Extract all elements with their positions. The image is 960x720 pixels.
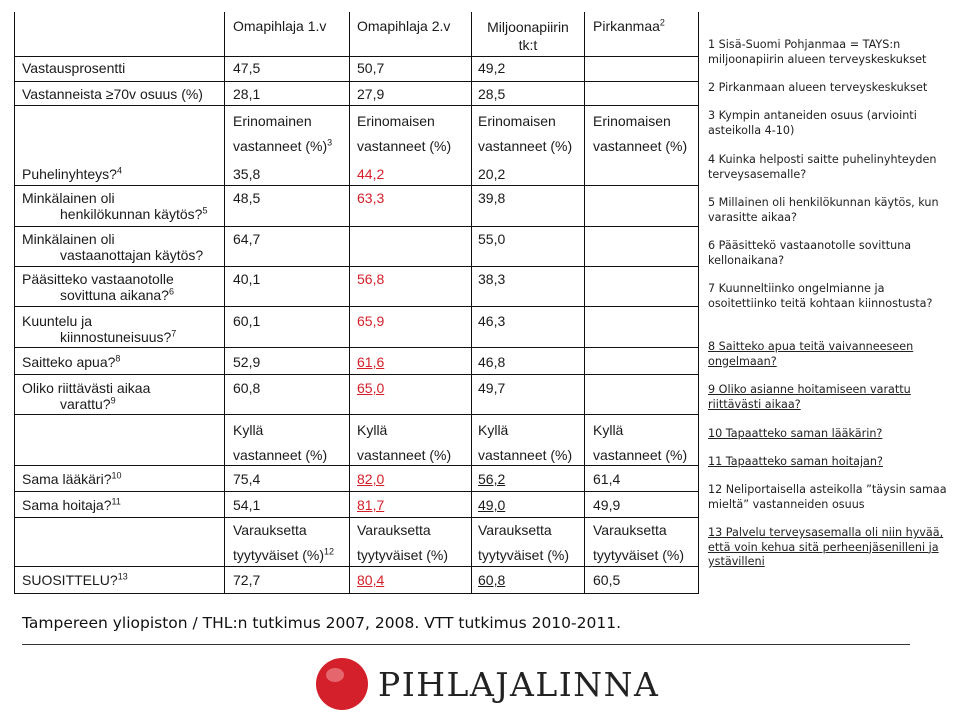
- question-label: [22, 497, 121, 513]
- table-rule: [14, 185, 699, 186]
- column-subheader: [357, 447, 451, 463]
- footer-divider: [22, 644, 910, 645]
- column-header-omapihlaja-2: Omapihlaja 2.v: [357, 18, 451, 34]
- footnote-ref: 10: [111, 470, 122, 481]
- column-subheader: Varauksetta: [478, 522, 552, 538]
- footnote-item: 5 Millainen oli henkilökunnan käytös, kun varasitte aikaa?: [708, 196, 939, 224]
- question-label: [22, 471, 122, 487]
- pihlajalinna-wordmark: PIHLAJALINNA: [378, 665, 660, 704]
- column-header-miljoonapiiri-text: Miljoonapiirin tk:t: [487, 19, 569, 53]
- question-label-text: Sama lääkäri?: [22, 471, 112, 487]
- column-subheader: [233, 138, 332, 154]
- table-col-divider-4: [584, 12, 585, 594]
- row-label: Vastausprosentti: [22, 60, 126, 76]
- column-subheader: Kyllä: [478, 422, 509, 438]
- table-col-divider-3: [471, 12, 472, 594]
- table-cell: 49,2: [478, 60, 506, 76]
- table-cell: 60,5: [593, 572, 621, 588]
- table-cell: 47,5: [233, 60, 261, 76]
- footnote-ref: 12: [324, 546, 335, 557]
- table-rule: [14, 226, 699, 227]
- footnote-item: 11 Tapaatteko saman hoitajan?: [708, 455, 883, 468]
- column-subheader-text: tyytyväiset (%): [233, 547, 325, 563]
- question-label-text: Minkälainen oli: [22, 190, 115, 206]
- table-cell: 40,1: [233, 271, 261, 287]
- column-subheader: Kyllä: [593, 422, 624, 438]
- column-header-pirkanmaa: [593, 18, 665, 34]
- row-label: Vastanneista ≥70v osuus (%): [22, 86, 203, 102]
- footnote-item: 10 Tapaatteko saman lääkärin?: [708, 427, 883, 440]
- table-cell: 49,7: [478, 380, 506, 396]
- footnote-item: 1 Sisä-Suomi Pohjanmaa = TAYS:n miljoonapiirin alueen terveyskeskukset: [708, 38, 927, 66]
- column-subheader: [357, 547, 448, 563]
- table-rule: [14, 374, 699, 375]
- column-subheader-text: vastanneet (%): [478, 138, 573, 154]
- table-cell: 54,1: [233, 497, 261, 513]
- table-cell: 35,8: [233, 166, 261, 182]
- table-cell: 38,3: [478, 271, 506, 287]
- footnote-ref: 4: [116, 165, 122, 176]
- table-cell: 44,2: [357, 166, 385, 182]
- pihlajalinna-emblem-icon: [312, 655, 372, 713]
- table-col-divider-2: [349, 12, 350, 594]
- question-label-text: Oliko riittävästi aikaa: [22, 380, 151, 396]
- question-label-text: Pääsitteko vastaanotolle: [22, 271, 174, 287]
- table-border-bottom: [14, 593, 699, 594]
- column-subheader: [478, 447, 572, 463]
- table-cell: 60,8: [478, 572, 506, 588]
- column-subheader: Erinomaisen: [593, 113, 671, 129]
- question-label-text: Puhelinyhteys?: [22, 166, 117, 182]
- table-border-right: [698, 12, 699, 594]
- table-cell: 80,4: [357, 572, 385, 588]
- table-cell: 61,6: [357, 354, 385, 370]
- table-cell: 60,1: [233, 313, 261, 329]
- table-cell: 48,5: [233, 190, 261, 206]
- question-label-text: varattu?: [60, 396, 111, 412]
- question-label-text: Kuuntelu ja: [22, 313, 93, 329]
- question-label: [22, 166, 122, 182]
- question-label: [22, 380, 150, 412]
- footnote-item: 13 Palvelu terveysasemalla oli niin hyvää, että voin kehua sitä perheenjäsenilleni ja ystävilleni: [708, 526, 944, 568]
- question-label-text: henkilökunnan käytös?: [60, 206, 203, 222]
- column-header-pirkanmaa-text: Pirkanmaa: [593, 18, 660, 34]
- footnote-item: 2 Pirkanmaan alueen terveyskeskukset: [708, 81, 928, 94]
- table-cell: 81,7: [357, 497, 385, 513]
- table-cell: 49,0: [478, 497, 506, 513]
- column-subheader: [593, 547, 684, 563]
- table-border-left: [14, 12, 15, 594]
- column-subheader-text: vastanneet (%): [357, 138, 452, 154]
- source-note: Tampereen yliopiston / THL:n tutkimus 2007, 2008. VTT tutkimus 2010-2011.: [22, 614, 621, 632]
- footnote-ref: 3: [327, 137, 333, 148]
- table-col-divider-1: [224, 12, 225, 594]
- table-cell: 46,8: [478, 354, 506, 370]
- column-subheader-text: tyytyväiset (%): [357, 547, 449, 563]
- footnote-ref: 7: [171, 328, 177, 339]
- question-label-text: SUOSITTELU?: [22, 572, 118, 588]
- question-label: [22, 313, 176, 345]
- column-subheader-text: tyytyväiset (%): [478, 547, 570, 563]
- table-cell: 50,7: [357, 60, 385, 76]
- pihlajalinna-logo: [312, 655, 660, 713]
- column-subheader: Erinomaisen: [357, 113, 435, 129]
- table-cell: 52,9: [233, 354, 261, 370]
- table-cell: 65,0: [357, 380, 385, 396]
- table-cell: 20,2: [478, 166, 506, 182]
- footnote-item: 12 Neliportaisella asteikolla ”täysin samaa mieltä” vastanneiden osuus: [708, 483, 947, 511]
- question-label-text: Minkälainen oli: [22, 231, 115, 247]
- footnote-item: 8 Saitteko apua teitä vaivanneeseen ongelmaan?: [708, 340, 914, 368]
- table-rule: [14, 465, 699, 466]
- column-subheader-text: vastanneet (%): [357, 447, 452, 463]
- table-cell: 28,1: [233, 86, 261, 102]
- column-subheader-text: vastanneet (%): [593, 138, 688, 154]
- table-cell: 60,8: [233, 380, 261, 396]
- table-cell: 56,2: [478, 471, 506, 487]
- question-label-text: Sama hoitaja?: [22, 497, 112, 513]
- column-subheader: [593, 447, 687, 463]
- footnote-ref: 9: [110, 395, 116, 406]
- question-label: [22, 354, 120, 370]
- column-subheader-text: tyytyväiset (%): [593, 547, 685, 563]
- table-rule: [14, 56, 699, 57]
- table-cell: 49,9: [593, 497, 621, 513]
- question-label-text: kiinnostuneisuus?: [60, 329, 172, 345]
- question-label-text: Saitteko apua?: [22, 354, 116, 370]
- table-rule: [14, 414, 699, 415]
- table-rule: [14, 81, 699, 82]
- column-header-miljoonapiiri: [478, 18, 578, 54]
- table-rule: [14, 266, 699, 267]
- footnote-ref: 13: [117, 571, 128, 582]
- table-cell: 65,9: [357, 313, 385, 329]
- column-subheader: [357, 138, 451, 154]
- table-rule: [14, 517, 699, 518]
- column-subheader: Varauksetta: [593, 522, 667, 538]
- footnote-item: 6 Pääsittekö vastaanotolle sovittuna kellonaikana?: [708, 239, 912, 267]
- table-rule: [14, 491, 699, 492]
- column-subheader-text: vastanneet (%): [593, 447, 688, 463]
- column-subheader: [593, 138, 687, 154]
- column-subheader: Erinomaisen: [478, 113, 556, 129]
- footnote-ref: 6: [168, 286, 174, 297]
- column-subheader: Kyllä: [357, 422, 388, 438]
- column-subheader: [478, 547, 569, 563]
- column-subheader: Erinomainen: [233, 113, 312, 129]
- table-cell: 61,4: [593, 471, 621, 487]
- column-subheader: [233, 547, 334, 563]
- footnote-ref: 11: [111, 496, 121, 507]
- column-subheader: Varauksetta: [357, 522, 431, 538]
- table-rule: [14, 105, 699, 106]
- table-cell: 27,9: [357, 86, 385, 102]
- table-cell: 64,7: [233, 231, 261, 247]
- table-cell: 63,3: [357, 190, 385, 206]
- footnote-ref: 8: [115, 353, 121, 364]
- table-rule: [14, 347, 699, 348]
- table-cell: 39,8: [478, 190, 506, 206]
- footnote-item: 3 Kympin antaneiden osuus (arviointi asteikolla 4-10): [708, 109, 917, 137]
- column-subheader: Kyllä: [233, 422, 264, 438]
- footnote-item: 4 Kuinka helposti saitte puhelinyhteyden terveysasemalle?: [708, 153, 937, 181]
- question-label: [22, 190, 207, 222]
- table-cell: 55,0: [478, 231, 506, 247]
- footnote-ref: 2: [659, 17, 665, 28]
- table-cell: 75,4: [233, 471, 261, 487]
- table-rule: [14, 306, 699, 307]
- table-cell: 56,8: [357, 271, 385, 287]
- question-label: [22, 271, 174, 303]
- column-subheader-text: vastanneet (%): [233, 447, 328, 463]
- column-subheader-text: vastanneet (%): [233, 138, 328, 154]
- table-cell: 72,7: [233, 572, 261, 588]
- table-cell: 46,3: [478, 313, 506, 329]
- footnote-ref: 5: [202, 205, 208, 216]
- question-label: [22, 572, 128, 588]
- question-label: [22, 231, 203, 263]
- table-cell: 28,5: [478, 86, 506, 102]
- column-subheader: [478, 138, 572, 154]
- table-rule: [14, 566, 699, 567]
- column-subheader: Varauksetta: [233, 522, 307, 538]
- question-label-text: sovittuna aikana?: [60, 287, 169, 303]
- column-subheader-text: vastanneet (%): [478, 447, 573, 463]
- question-label-text: vastaanottajan käytös?: [60, 247, 204, 263]
- footnote-item: 9 Oliko asianne hoitamiseen varattu riittävästi aikaa?: [708, 383, 911, 411]
- column-subheader: [233, 447, 327, 463]
- footnote-item: 7 Kuunneltiinko ongelmianne ja osoitettiinko teitä kohtaan kiinnostusta?: [708, 282, 933, 310]
- table-cell: 82,0: [357, 471, 385, 487]
- column-header-omapihlaja-1: Omapihlaja 1.v: [233, 18, 327, 34]
